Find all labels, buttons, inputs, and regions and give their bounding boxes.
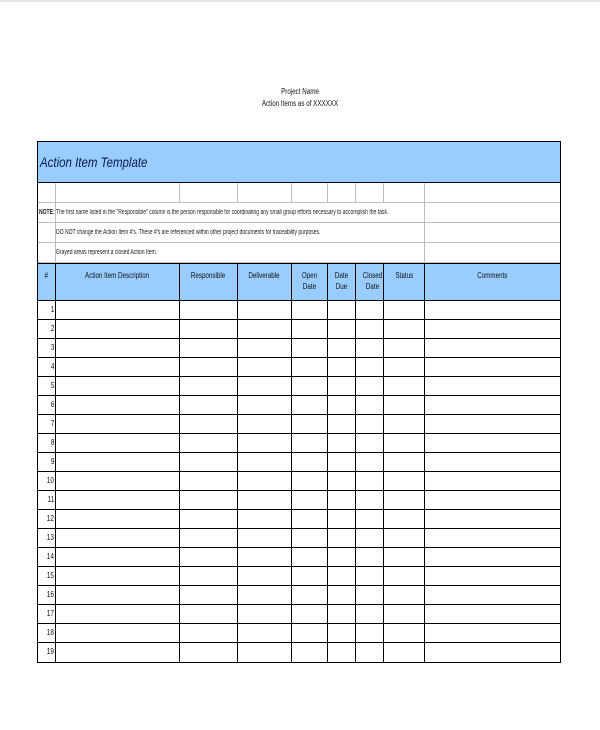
date-due-cell[interactable] [327, 358, 355, 376]
description-cell[interactable] [55, 643, 179, 662]
status-cell[interactable] [383, 472, 424, 490]
deliverable-cell[interactable] [237, 472, 291, 490]
row-number: 11 [47, 495, 54, 504]
deliverable-cell[interactable] [237, 491, 291, 509]
comments-cell[interactable] [424, 339, 560, 357]
column-header-deliverable: Deliverable [237, 264, 291, 300]
responsible-cell[interactable] [179, 586, 237, 604]
open-date-cell[interactable] [291, 415, 327, 433]
row-number: 12 [46, 514, 54, 523]
responsible-cell[interactable] [179, 605, 237, 623]
deliverable-cell[interactable] [237, 434, 291, 452]
responsible-cell[interactable] [179, 510, 237, 528]
date-due-cell[interactable] [327, 643, 355, 662]
action-item-rows [38, 301, 560, 662]
table-row [38, 529, 560, 548]
column-header-comments: Comments [424, 264, 560, 300]
row-number: 6 [50, 400, 54, 409]
responsible-cell[interactable] [179, 491, 237, 509]
blank-grid-row [38, 183, 560, 203]
description-cell[interactable] [55, 624, 179, 642]
responsible-cell[interactable] [179, 358, 237, 376]
sheet-title-bar [38, 142, 560, 183]
action-items-date: Action Items as of XXXXXX [261, 99, 339, 108]
row-number: 2 [50, 324, 54, 333]
description-cell[interactable] [55, 567, 179, 585]
status-cell[interactable] [383, 548, 424, 566]
deliverable-cell[interactable] [237, 567, 291, 585]
comments-cell[interactable] [424, 396, 560, 414]
note-label: NOTE: [39, 209, 55, 216]
table-row [38, 415, 560, 434]
description-cell[interactable] [55, 548, 179, 566]
closed-date-cell[interactable] [355, 624, 383, 642]
deliverable-cell[interactable] [237, 415, 291, 433]
open-date-cell[interactable] [291, 491, 327, 509]
open-date-cell[interactable] [291, 510, 327, 528]
closed-date-cell[interactable] [355, 567, 383, 585]
row-number: 10 [46, 476, 54, 485]
responsible-cell[interactable] [179, 415, 237, 433]
status-cell[interactable] [383, 415, 424, 433]
comments-cell[interactable] [424, 301, 560, 319]
open-date-cell[interactable] [291, 453, 327, 471]
note-row-2 [38, 223, 560, 243]
column-header-closed-date: Closed Date [355, 264, 383, 300]
note-text-1: The first name listed in the "Responsible" column is the person responsible for coordinating any small group efforts necessary to accomplish the task. [56, 209, 389, 216]
date-due-cell[interactable] [327, 510, 355, 528]
description-cell[interactable] [55, 605, 179, 623]
deliverable-cell[interactable] [237, 339, 291, 357]
responsible-cell[interactable] [179, 434, 237, 452]
closed-date-cell[interactable] [355, 453, 383, 471]
note-text-3: Grayed areas represent a closed Action Item. [56, 249, 158, 256]
comments-cell[interactable] [424, 320, 560, 338]
deliverable-cell[interactable] [237, 548, 291, 566]
closed-date-cell[interactable] [355, 605, 383, 623]
row-number: 7 [50, 419, 54, 428]
status-cell[interactable] [383, 529, 424, 547]
column-header-status: Status [383, 264, 424, 300]
date-due-cell[interactable] [327, 434, 355, 452]
description-cell[interactable] [55, 320, 179, 338]
status-cell[interactable] [383, 358, 424, 376]
date-due-cell[interactable] [327, 586, 355, 604]
deliverable-cell[interactable] [237, 643, 291, 662]
deliverable-cell[interactable] [237, 586, 291, 604]
description-cell[interactable] [55, 434, 179, 452]
comments-cell[interactable] [424, 415, 560, 433]
open-date-cell[interactable] [291, 529, 327, 547]
open-date-cell[interactable] [291, 434, 327, 452]
row-number: 16 [46, 590, 54, 599]
responsible-cell[interactable] [179, 624, 237, 642]
status-cell[interactable] [383, 339, 424, 357]
document-header [66, 86, 534, 110]
closed-date-cell[interactable] [355, 472, 383, 490]
open-date-cell[interactable] [291, 472, 327, 490]
page-top-border [0, 0, 600, 2]
open-date-cell[interactable] [291, 586, 327, 604]
description-cell[interactable] [55, 301, 179, 319]
deliverable-cell[interactable] [237, 301, 291, 319]
sheet-title: Action Item Template [40, 154, 148, 170]
table-row [38, 320, 560, 339]
closed-date-cell[interactable] [355, 510, 383, 528]
status-cell[interactable] [383, 605, 424, 623]
closed-date-cell[interactable] [355, 643, 383, 662]
note-text-2: DO NOT change the Action Item #'s. These #'s are referenced within other project documents for traceability purposes. [56, 229, 321, 236]
row-number: 18 [46, 628, 54, 637]
status-cell[interactable] [383, 586, 424, 604]
comments-cell[interactable] [424, 529, 560, 547]
table-row [38, 358, 560, 377]
description-cell[interactable] [55, 491, 179, 509]
comments-cell[interactable] [424, 510, 560, 528]
date-due-cell[interactable] [327, 605, 355, 623]
column-header-responsible: Responsible [179, 264, 237, 300]
row-number: 13 [46, 533, 54, 542]
description-cell[interactable] [55, 510, 179, 528]
table-row [38, 586, 560, 605]
column-header-open-date: Open Date [291, 264, 327, 300]
comments-cell[interactable] [424, 434, 560, 452]
open-date-cell[interactable] [291, 605, 327, 623]
date-due-cell[interactable] [327, 396, 355, 414]
row-number: 8 [50, 438, 54, 447]
open-date-cell[interactable] [291, 396, 327, 414]
responsible-cell[interactable] [179, 301, 237, 319]
deliverable-cell[interactable] [237, 453, 291, 471]
description-cell[interactable] [55, 472, 179, 490]
table-row [38, 624, 560, 643]
responsible-cell[interactable] [179, 320, 237, 338]
description-cell[interactable] [55, 339, 179, 357]
status-cell[interactable] [383, 567, 424, 585]
table-row [38, 434, 560, 453]
closed-date-cell[interactable] [355, 415, 383, 433]
description-cell[interactable] [55, 415, 179, 433]
deliverable-cell[interactable] [237, 510, 291, 528]
description-cell[interactable] [55, 358, 179, 376]
closed-date-cell[interactable] [355, 529, 383, 547]
column-header-row [38, 263, 560, 301]
row-number: 17 [46, 609, 54, 618]
open-date-cell[interactable] [291, 377, 327, 395]
row-number: 14 [46, 552, 54, 561]
table-row [38, 567, 560, 586]
row-number: 4 [50, 362, 54, 371]
column-header-number: # [44, 271, 49, 280]
description-cell[interactable] [55, 377, 179, 395]
status-cell[interactable] [383, 434, 424, 452]
comments-cell[interactable] [424, 377, 560, 395]
open-date-cell[interactable] [291, 320, 327, 338]
description-cell[interactable] [55, 586, 179, 604]
date-due-cell[interactable] [327, 624, 355, 642]
closed-date-cell[interactable] [355, 320, 383, 338]
closed-date-cell[interactable] [355, 434, 383, 452]
date-due-cell[interactable] [327, 339, 355, 357]
comments-cell[interactable] [424, 472, 560, 490]
date-due-cell[interactable] [327, 377, 355, 395]
table-row [38, 301, 560, 320]
status-cell[interactable] [383, 643, 424, 662]
status-cell[interactable] [383, 377, 424, 395]
date-due-cell[interactable] [327, 320, 355, 338]
responsible-cell[interactable] [179, 377, 237, 395]
responsible-cell[interactable] [179, 472, 237, 490]
deliverable-cell[interactable] [237, 320, 291, 338]
open-date-cell[interactable] [291, 548, 327, 566]
comments-cell[interactable] [424, 453, 560, 471]
closed-date-cell[interactable] [355, 358, 383, 376]
status-cell[interactable] [383, 624, 424, 642]
open-date-cell[interactable] [291, 624, 327, 642]
open-date-cell[interactable] [291, 301, 327, 319]
comments-cell[interactable] [424, 358, 560, 376]
closed-date-cell[interactable] [355, 548, 383, 566]
responsible-cell[interactable] [179, 529, 237, 547]
date-due-cell[interactable] [327, 472, 355, 490]
table-row [38, 491, 560, 510]
row-number: 5 [50, 381, 54, 390]
date-due-cell[interactable] [327, 491, 355, 509]
status-cell[interactable] [383, 320, 424, 338]
open-date-cell[interactable] [291, 567, 327, 585]
date-due-cell[interactable] [327, 567, 355, 585]
closed-date-cell[interactable] [355, 586, 383, 604]
row-number: 19 [46, 647, 54, 656]
comments-cell[interactable] [424, 643, 560, 662]
note-row-3 [38, 243, 560, 263]
responsible-cell[interactable] [179, 643, 237, 662]
table-row [38, 339, 560, 358]
table-row [38, 396, 560, 415]
responsible-cell[interactable] [179, 567, 237, 585]
responsible-cell[interactable] [179, 396, 237, 414]
status-cell[interactable] [383, 301, 424, 319]
closed-date-cell[interactable] [355, 491, 383, 509]
table-row [38, 453, 560, 472]
date-due-cell[interactable] [327, 301, 355, 319]
table-row [38, 472, 560, 491]
deliverable-cell[interactable] [237, 396, 291, 414]
comments-cell[interactable] [424, 491, 560, 509]
status-cell[interactable] [383, 396, 424, 414]
row-number: 9 [50, 457, 54, 466]
deliverable-cell[interactable] [237, 529, 291, 547]
date-due-cell[interactable] [327, 548, 355, 566]
column-header-description: Action Item Description [55, 264, 179, 300]
closed-date-cell[interactable] [355, 301, 383, 319]
responsible-cell[interactable] [179, 339, 237, 357]
row-number: 3 [50, 343, 54, 352]
comments-cell[interactable] [424, 624, 560, 642]
status-cell[interactable] [383, 453, 424, 471]
project-name: Project Name [281, 87, 319, 96]
closed-date-cell[interactable] [355, 339, 383, 357]
closed-date-cell[interactable] [355, 396, 383, 414]
date-due-cell[interactable] [327, 453, 355, 471]
date-due-cell[interactable] [327, 415, 355, 433]
deliverable-cell[interactable] [237, 605, 291, 623]
row-number: 1 [50, 305, 54, 314]
table-row [38, 510, 560, 529]
date-due-cell[interactable] [327, 529, 355, 547]
closed-date-cell[interactable] [355, 377, 383, 395]
table-row [38, 643, 560, 662]
table-row [38, 377, 560, 396]
responsible-cell[interactable] [179, 548, 237, 566]
description-cell[interactable] [55, 396, 179, 414]
column-header-date-due: Date Due [327, 264, 355, 300]
deliverable-cell[interactable] [237, 624, 291, 642]
status-cell[interactable] [383, 510, 424, 528]
comments-cell[interactable] [424, 605, 560, 623]
comments-cell[interactable] [424, 548, 560, 566]
open-date-cell[interactable] [291, 643, 327, 662]
description-cell[interactable] [55, 453, 179, 471]
comments-cell[interactable] [424, 567, 560, 585]
deliverable-cell[interactable] [237, 377, 291, 395]
deliverable-cell[interactable] [237, 358, 291, 376]
action-item-sheet [37, 141, 561, 663]
responsible-cell[interactable] [179, 453, 237, 471]
status-cell[interactable] [383, 491, 424, 509]
note-row-1 [38, 203, 560, 223]
table-row [38, 605, 560, 624]
row-number: 15 [46, 571, 54, 580]
comments-cell[interactable] [424, 586, 560, 604]
open-date-cell[interactable] [291, 339, 327, 357]
open-date-cell[interactable] [291, 358, 327, 376]
description-cell[interactable] [55, 529, 179, 547]
table-row [38, 548, 560, 567]
